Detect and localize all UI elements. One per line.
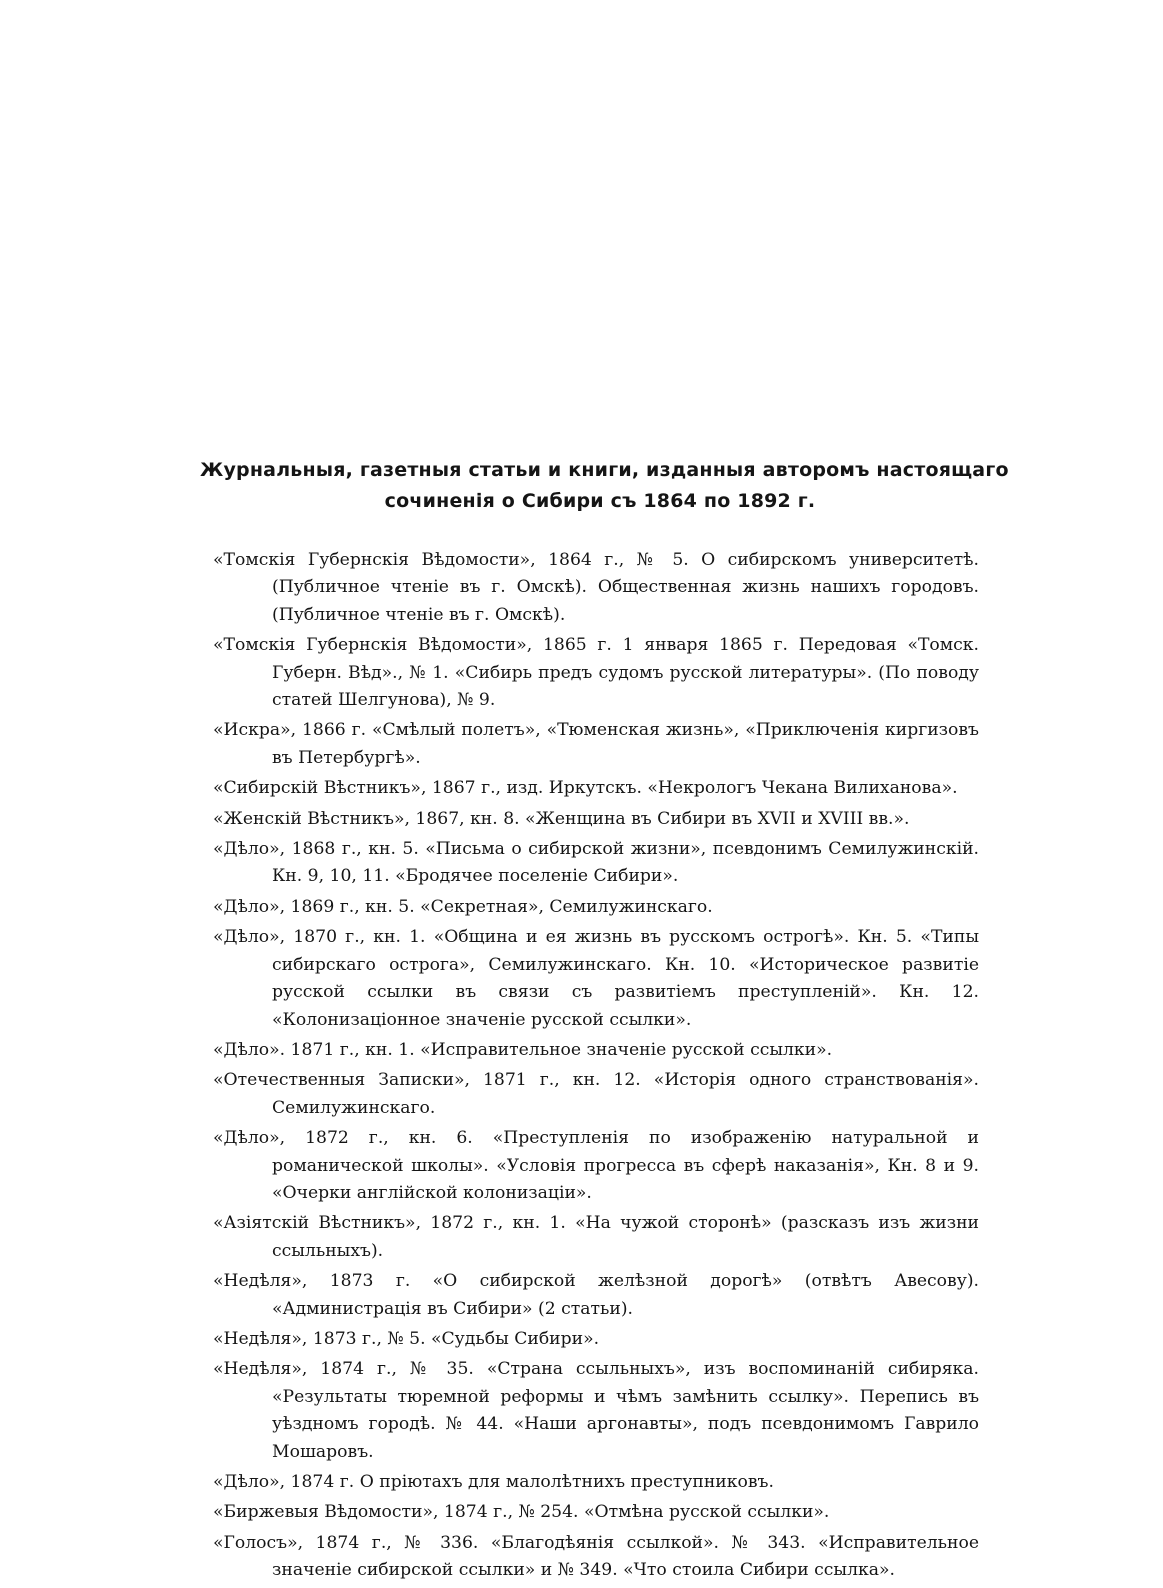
- bibliography-entry: «Биржевыя Вѣдомости», 1874 г., № 254. «Отмѣна русской ссылки».: [213, 1502, 830, 1523]
- page-title-line-2: сочиненія о Сибири съ 1864 по 1892 г.: [384, 490, 816, 512]
- bibliography-entry: «Томскія Губернскія Вѣдомости», 1864 г., № 5. О сибирскомъ университетѣ. (Публичное чтеніе въ г. Омскѣ). Общественная жизнь нашихъ городовъ. (Публичное чтеніе въ г. Омскѣ).: [213, 550, 979, 625]
- bibliography-entry: «Дѣло». 1871 г., кн. 1. «Исправительное значеніе русской ссылки».: [213, 1039, 833, 1060]
- bibliography-entry: «Недѣля», 1874 г., № 35. «Страна ссыльныхъ», изъ воспоминаній сибиряка. «Результаты тюремной реформы и чѣмъ замѣнить ссылку». Перепись въ уѣздномъ городѣ. № 44. «Наши аргонавты», подъ псевдонимомъ Гаврило Мошаровъ.: [213, 1359, 979, 1462]
- bibliography-entry: «Недѣля», 1873 г., № 5. «Судьбы Сибири».: [213, 1328, 600, 1349]
- bibliography-entry: «Дѣло», 1868 г., кн. 5. «Письма о сибирской жизни», псевдонимъ Семилужинскій. Кн. 9, 10, 11. «Бродячее поселеніе Сибири».: [213, 839, 979, 887]
- bibliography-entry: «Голосъ», 1874 г., № 336. «Благодѣянія ссылкой». № 343. «Исправительное значеніе сибирской ссылки» и № 349. «Что стоила Сибири ссылка».: [213, 1532, 979, 1581]
- bibliography-entry: «Недѣля», 1873 г. «О сибирской желѣзной дорогѣ» (отвѣтъ Авесову). «Администрація въ Сибири» (2 статьи).: [213, 1271, 979, 1319]
- bibliography-entry: «Сибирскій Вѣстникъ», 1867 г., изд. Иркутскъ. «Некрологъ Чекана Вилиханова».: [213, 778, 958, 799]
- bibliography-entry: «Дѣло», 1869 г., кн. 5. «Секретная», Семилужинскаго.: [213, 896, 713, 917]
- page-title: [200, 455, 1009, 517]
- bibliography-entry: «Азіятскій Вѣстникъ», 1872 г., кн. 1. «На чужой сторонѣ» (разсказъ изъ жизни ссыльныхъ).: [213, 1213, 979, 1261]
- bibliography-list: [213, 547, 979, 1588]
- bibliography-entry: «Дѣло», 1872 г., кн. 6. «Преступленія по изображенію натуральной и романической школы». «Условія прогресса въ сферѣ наказанія», Кн. 8 и 9. «Очерки англійской колонизаціи».: [213, 1128, 979, 1203]
- page-title-line-1: Журнальныя, газетныя статьи и книги, изданныя авторомъ настоящаго: [200, 459, 1009, 481]
- bibliography-entry: «Дѣло», 1870 г., кн. 1. «Община и ея жизнь въ русскомъ острогѣ». Кн. 5. «Типы сибирскаго острога», Семилужинскаго. Кн. 10. «Историческое развитіе русской ссылки въ связи съ развитіемъ преступленій». Кн. 12. «Колонизаціонное значеніе русской ссылки».: [213, 927, 979, 1030]
- bibliography-entry: «Дѣло», 1874 г. О пріютахъ для малолѣтнихъ преступниковъ.: [213, 1472, 774, 1492]
- bibliography-entry: «Женскій Вѣстникъ», 1867, кн. 8. «Женщина въ Сибири въ XVII и XVIII вв.».: [213, 808, 910, 829]
- bibliography-entry: «Томскія Губернскія Вѣдомости», 1865 г. 1 января 1865 г. Передовая «Томск. Губерн. Вѣд»., № 1. «Сибирь предъ судомъ русской литературы». (По поводу статей Шелгунова), № 9.: [213, 635, 979, 711]
- bibliography-entry: «Отечественныя Записки», 1871 г., кн. 12. «Исторія одного странствованія». Семилужинскаго.: [213, 1070, 979, 1118]
- bibliography-entry: «Искра», 1866 г. «Смѣлый полетъ», «Тюменская жизнь», «Приключенія киргизовъ въ Петербургѣ».: [213, 720, 979, 768]
